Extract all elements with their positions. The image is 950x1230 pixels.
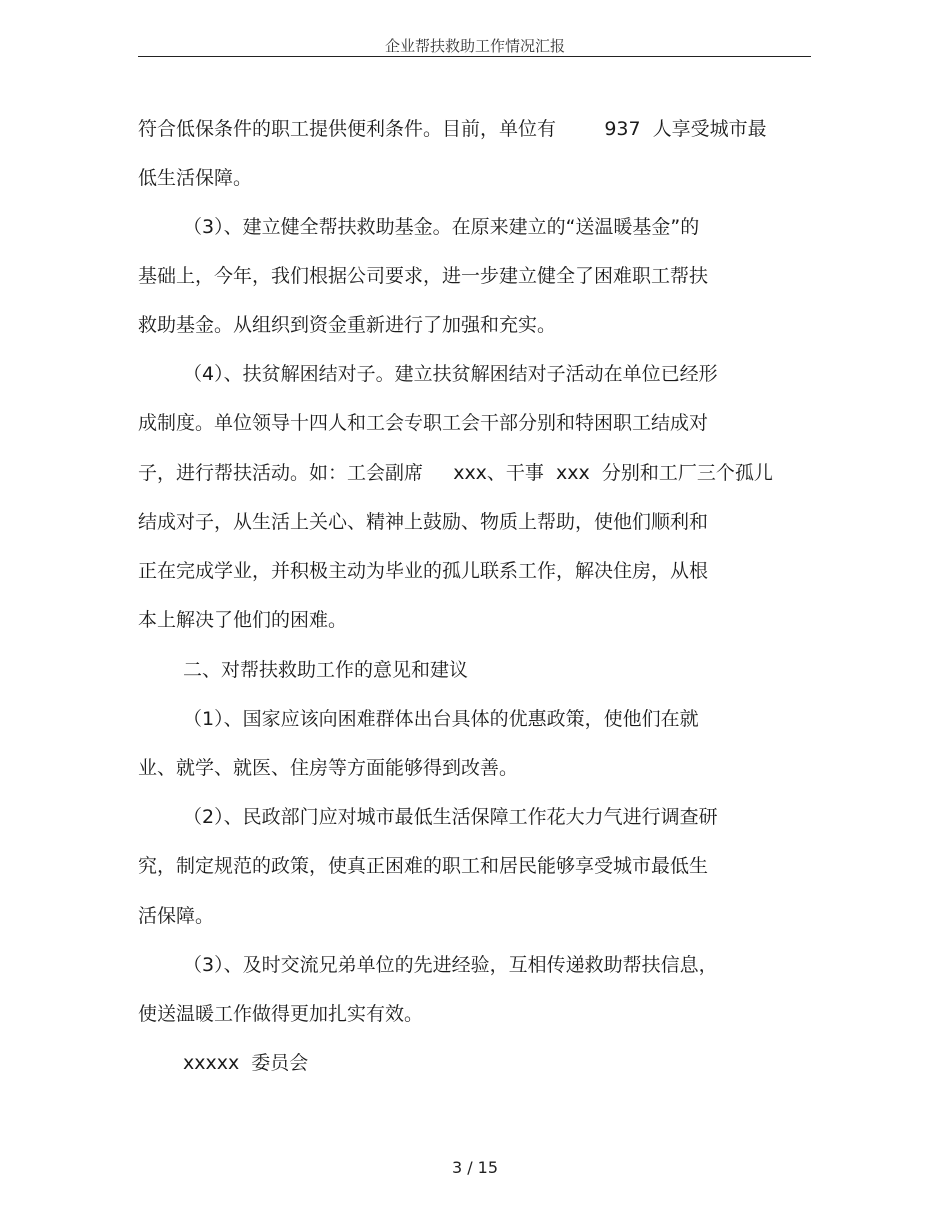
text-line: （1）、国家应该向困难群体出台具体的优惠政策，使他们在就 <box>183 708 699 730</box>
text-line: 结成对子，从生活上关心、精神上鼓励、物质上帮助，使他们顺利和 <box>138 511 709 533</box>
text-line: （3）、及时交流兄弟单位的先进经验，互相传递救助帮扶信息， <box>183 954 718 976</box>
text-line: 成制度。单位领导十四人和工会专职工会干部分别和特困职工结成对 <box>138 412 709 434</box>
text-line: 究，制定规范的政策，使真正困难的职工和居民能够享受城市最低生 <box>138 855 709 877</box>
text-line: （4）、扶贫解困结对子。建立扶贫解困结对子活动在单位已经形 <box>183 363 718 385</box>
section-heading: 二、对帮扶救助工作的意见和建议 <box>183 659 469 681</box>
text-line: 符合低保条件的职工提供便利条件。目前，单位有 937 人享受城市最 <box>138 118 767 140</box>
header-divider <box>138 56 811 57</box>
text-line: （2）、民政部门应对城市最低生活保障工作花大力气进行调查研 <box>183 806 718 828</box>
text-line: 救助基金。从组织到资金重新进行了加强和充实。 <box>138 314 557 336</box>
text-line: 本上解决了他们的困难。 <box>138 609 348 631</box>
text-line: （3）、建立健全帮扶救助基金。在原来建立的“送温暖基金”的 <box>183 216 700 238</box>
text-line: 活保障。 <box>138 905 215 927</box>
text-line: 基础上，今年，我们根据公司要求，进一步建立健全了困难职工帮扶 <box>138 265 709 287</box>
signature-line: xxxxx 委员会 <box>183 1052 309 1074</box>
header-title: 企业帮扶救助工作情况汇报 <box>384 37 565 55</box>
page-number: 3 / 15 <box>451 1158 499 1177</box>
text-line: 低生活保障。 <box>138 167 253 189</box>
text-line: 子，进行帮扶活动。如：工会副席 xxx、干事 xxx 分别和工厂三个孤儿 <box>138 462 773 484</box>
text-line: 业、就学、就医、住房等方面能够得到改善。 <box>138 757 519 779</box>
text-line: 使送温暖工作做得更加扎实有效。 <box>138 1003 424 1025</box>
text-line: 正在完成学业，并积极主动为毕业的孤儿联系工作，解决住房，从根 <box>138 560 709 582</box>
